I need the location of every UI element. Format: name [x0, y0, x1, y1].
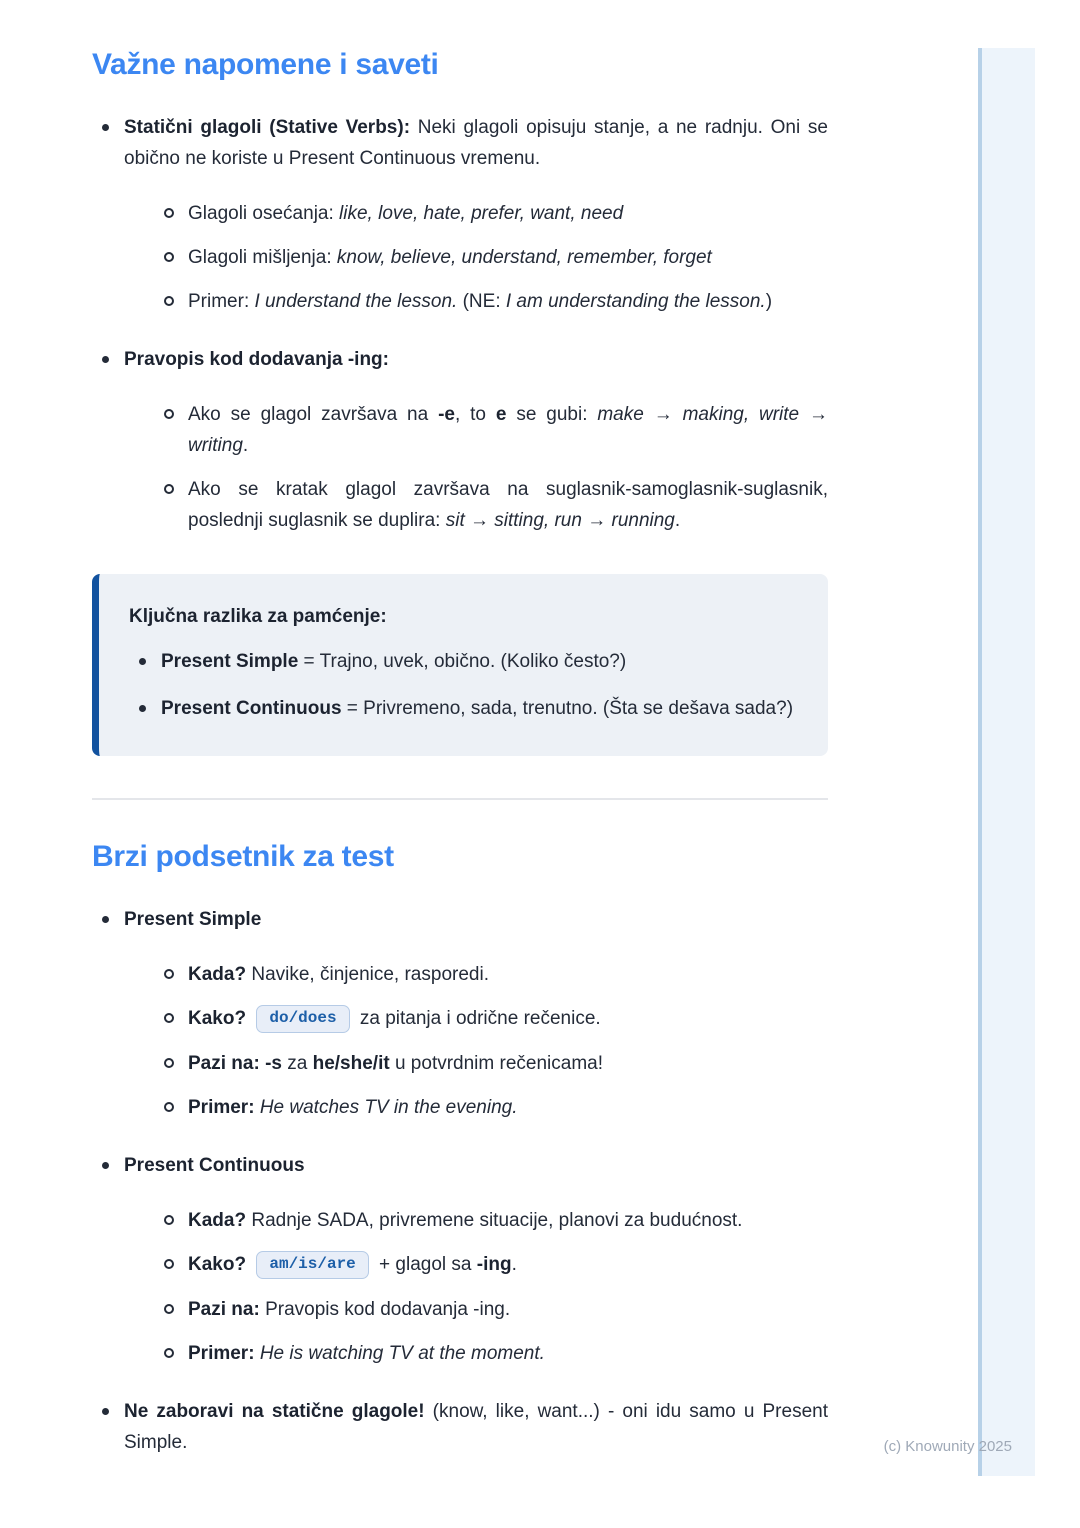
text-run: Navike, činjenice, rasporedi. — [246, 964, 489, 985]
bold-text-run: Present Continuous — [161, 698, 342, 719]
e-drop-rule-paragraph — [188, 399, 828, 461]
list-item-doubling-rule — [157, 474, 828, 536]
thinking-verbs-paragraph — [188, 242, 828, 273]
list-item-stative-verbs — [92, 112, 828, 317]
present-continuous-lead-paragraph — [124, 1150, 828, 1181]
bold-text-run: -ing — [476, 1254, 512, 1275]
pc-watch-out-paragraph — [188, 1294, 828, 1325]
text-run: za — [281, 1053, 313, 1074]
text-run: + glagol sa — [373, 1254, 477, 1275]
inline-code-badge: am/is/are — [256, 1251, 368, 1279]
italic-text-run: like, love, hate, prefer, want, need — [339, 203, 624, 224]
bold-text-run: Pravopis kod dodavanja -ing: — [124, 349, 389, 370]
text-run: ) — [765, 291, 773, 312]
text-run: (know, like, want...) - oni idu samo u Present Simple. — [124, 1401, 828, 1453]
present-continuous-sublist — [124, 1205, 828, 1369]
footer-credit: (c) Knowunity 2025 — [883, 1438, 1012, 1455]
callout-title: Ključna razlika za pamćenje: — [129, 606, 387, 627]
text-run — [246, 1254, 251, 1275]
list-item-ps-watch-out — [157, 1048, 828, 1079]
pc-when-paragraph — [188, 1205, 828, 1236]
italic-text-run: I understand the lesson. — [254, 291, 458, 312]
bold-text-run: e — [495, 404, 507, 425]
bold-text-run: Kako? — [188, 1254, 247, 1275]
list-item-present-simple-rule — [129, 646, 798, 677]
list-item-ps-when — [157, 959, 828, 990]
notes-list — [92, 112, 828, 536]
present-simple-rule-paragraph — [161, 646, 798, 677]
italic-text-run: make → making, write → writing — [188, 404, 828, 456]
text-run: . — [242, 435, 249, 456]
list-item-present-continuous-rule — [129, 693, 798, 724]
pc-example-paragraph — [188, 1338, 828, 1369]
callout-list — [129, 646, 798, 724]
list-item-final-note — [92, 1396, 828, 1458]
text-run: = Privremeno, sada, trenutno. (Šta se dešava sada?) — [341, 698, 794, 719]
bold-text-run: Kada? — [188, 1210, 247, 1231]
list-item-ps-how — [157, 1003, 828, 1035]
list-item-thinking-verbs — [157, 242, 828, 273]
inline-code-badge: do/does — [256, 1005, 349, 1033]
text-run: Ako se kratak glagol završava na suglasnik-samoglasnik-suglasnik, poslednji suglasnik se duplira: — [188, 479, 828, 531]
bold-text-run: Statični glagoli (Stative Verbs): — [124, 117, 411, 138]
spelling-lead-paragraph — [124, 344, 828, 375]
list-item-feeling-verbs — [157, 198, 828, 229]
list-item-e-drop-rule — [157, 399, 828, 461]
text-run: = Trajno, uvek, obično. (Koliko često?) — [298, 651, 627, 672]
list-item-ing-spelling — [92, 344, 828, 536]
bold-text-run: Pazi na: -s — [188, 1053, 282, 1074]
pc-how-paragraph — [188, 1249, 828, 1281]
text-run: Pravopis kod dodavanja -ing. — [259, 1299, 511, 1320]
ps-when-paragraph — [188, 959, 828, 990]
final-note-paragraph — [124, 1396, 828, 1458]
bold-text-run: Primer: — [188, 1097, 255, 1118]
text-run: se gubi: — [506, 404, 598, 425]
bold-text-run: -e — [438, 404, 455, 425]
bold-text-run: Present Continuous — [124, 1155, 305, 1176]
ps-how-paragraph — [188, 1003, 828, 1035]
list-item-ps-example — [157, 1092, 828, 1123]
bold-text-run: Pazi na: — [188, 1299, 260, 1320]
text-run: Primer: — [188, 291, 255, 312]
reminder-list — [92, 904, 828, 1458]
present-simple-sublist — [124, 959, 828, 1123]
bold-text-run: Kada? — [188, 964, 247, 985]
text-run: Glagoli mišljenja: — [188, 247, 337, 268]
page-edge-stripe — [978, 48, 1035, 1476]
stative-lead-paragraph — [124, 112, 828, 174]
list-item-pc-example — [157, 1338, 828, 1369]
doubling-rule-paragraph — [188, 474, 828, 536]
list-item-pc-when — [157, 1205, 828, 1236]
bold-text-run: Present Simple — [161, 651, 299, 672]
italic-text-run: know, believe, understand, remember, forget — [336, 247, 712, 268]
text-run: (NE: — [457, 291, 506, 312]
bold-text-run: Primer: — [188, 1343, 255, 1364]
feeling-verbs-paragraph — [188, 198, 828, 229]
italic-text-run: He watches TV in the evening. — [259, 1097, 518, 1118]
ps-watch-out-paragraph — [188, 1048, 828, 1079]
text-run: Radnje SADA, privremene situacije, planovi za budućnost. — [246, 1210, 743, 1231]
stative-sublist — [124, 198, 828, 317]
list-item-pc-how — [157, 1249, 828, 1281]
present-continuous-rule-paragraph — [161, 693, 798, 724]
bold-text-run: he/she/it — [312, 1053, 390, 1074]
bold-text-run: Kako? — [188, 1008, 247, 1029]
list-item-present-simple — [92, 904, 828, 1123]
bold-text-run: Ne zaboravi na statične glagole! — [124, 1401, 425, 1422]
ps-example-paragraph — [188, 1092, 828, 1123]
text-run: u potvrdnim rečenicama! — [389, 1053, 604, 1074]
italic-text-run: I am understanding the lesson. — [505, 291, 766, 312]
list-item-present-continuous — [92, 1150, 828, 1369]
text-run: , to — [454, 404, 496, 425]
text-run: Ako se glagol završava na — [188, 404, 439, 425]
text-run: Neki glagoli opisuju stanje, a ne radnju. Oni se obično ne koriste u Present Continuous vremenu. — [124, 117, 828, 169]
text-run: Glagoli osećanja: — [188, 203, 340, 224]
section-divider — [92, 798, 828, 800]
document-content — [92, 48, 828, 1485]
text-run: za pitanja i odrične rečenice. — [354, 1008, 601, 1029]
spelling-sublist — [124, 399, 828, 536]
stative-example-paragraph — [188, 286, 828, 317]
italic-text-run: He is watching TV at the moment. — [259, 1343, 545, 1364]
bold-text-run: Present Simple — [124, 909, 262, 930]
list-item-stative-example — [157, 286, 828, 317]
section-title-reminder: Brzi podsetnik za test — [92, 840, 394, 873]
list-item-pc-watch-out — [157, 1294, 828, 1325]
text-run — [246, 1008, 251, 1029]
italic-text-run: sit → sitting, run → running — [445, 510, 675, 531]
key-difference-callout — [92, 574, 828, 756]
text-run: . — [511, 1254, 517, 1275]
present-simple-lead-paragraph — [124, 904, 828, 935]
section-title-notes: Važne napomene i saveti — [92, 48, 439, 81]
text-run: . — [674, 510, 681, 531]
